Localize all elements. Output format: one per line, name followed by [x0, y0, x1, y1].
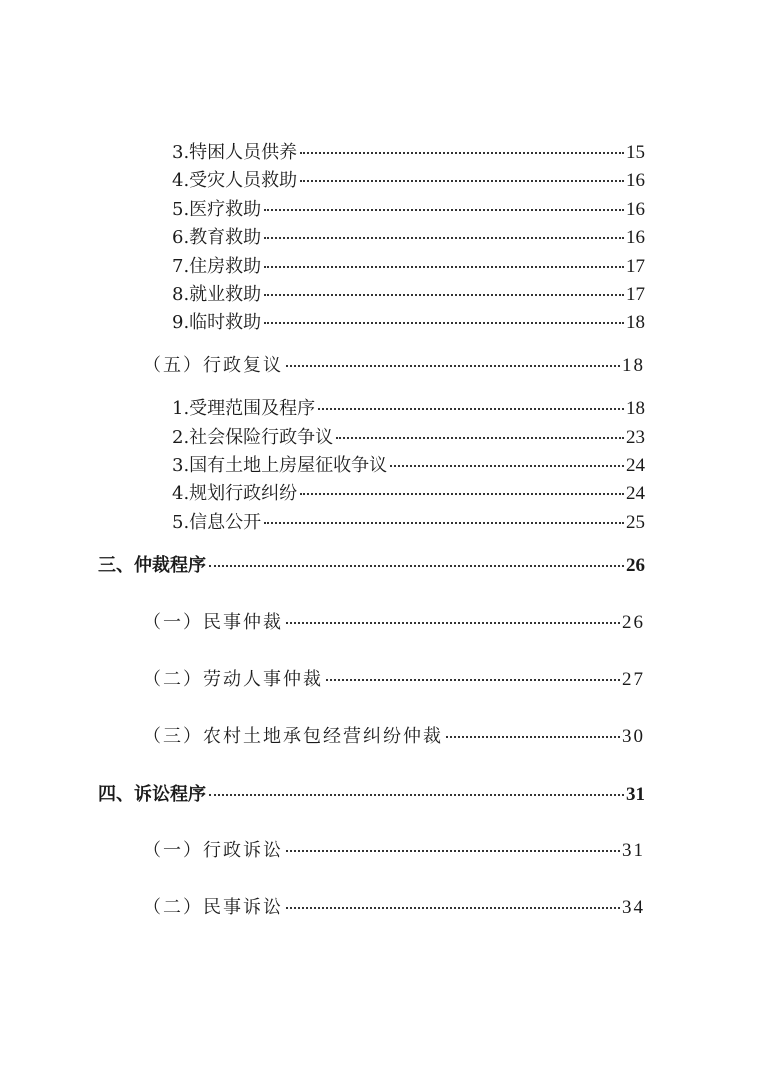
toc-entry[interactable]: [98, 554, 645, 578]
toc-entry-label: 5.医疗救助: [172, 199, 262, 220]
toc-entry-label: 7.住房救助: [172, 256, 262, 277]
toc-entry-label: 9.临时救助: [172, 312, 262, 333]
toc-page-number: 26: [622, 612, 645, 633]
dot-leader: [264, 294, 624, 296]
toc-entry[interactable]: [143, 896, 645, 920]
toc-entry[interactable]: [172, 511, 645, 535]
toc-entry-label: （二）劳动人事仲裁: [143, 669, 323, 690]
toc-page-number: 17: [626, 284, 645, 305]
toc-page-number: 27: [622, 669, 645, 690]
dot-leader: [264, 237, 624, 239]
toc-page-number: 26: [626, 555, 645, 576]
dot-leader: [336, 437, 624, 439]
dot-leader: [264, 209, 624, 211]
toc-page-number: 34: [622, 897, 645, 918]
toc-entry[interactable]: [172, 283, 645, 307]
toc-entry-label: 三、仲裁程序: [98, 555, 206, 576]
toc-page-number: 25: [626, 512, 645, 533]
toc-entry-label: 6.教育救助: [172, 227, 262, 248]
toc-entry[interactable]: [172, 169, 645, 193]
dot-leader: [264, 266, 624, 268]
dot-leader: [286, 907, 620, 909]
dot-leader: [286, 850, 620, 852]
toc-page-number: 18: [626, 398, 645, 419]
toc-page-number: 16: [626, 227, 645, 248]
toc-entry[interactable]: [98, 783, 645, 807]
toc-entry[interactable]: [143, 611, 645, 635]
toc-entry[interactable]: [172, 141, 645, 165]
toc-entry-label: （二）民事诉讼: [143, 897, 283, 918]
toc-entry[interactable]: [172, 482, 645, 506]
dot-leader: [300, 493, 624, 495]
toc-entry-label: 4.规划行政纠纷: [172, 483, 298, 504]
toc-page-number: 16: [626, 199, 645, 220]
dot-leader: [326, 679, 620, 681]
dot-leader: [209, 794, 624, 796]
toc-entry-label: 1.受理范围及程序: [172, 398, 316, 419]
toc-entry-label: （一）行政诉讼: [143, 840, 283, 861]
dot-leader: [264, 522, 624, 524]
dot-leader: [318, 408, 624, 410]
toc-page-number: 15: [626, 142, 645, 163]
toc-page-number: 23: [626, 427, 645, 448]
toc-entry[interactable]: [172, 226, 645, 250]
toc-entry[interactable]: [143, 668, 645, 692]
toc-entry-label: （五）行政复议: [143, 355, 283, 376]
toc-entry-label: 3.特困人员供养: [172, 142, 298, 163]
toc-page-number: 24: [626, 483, 645, 504]
toc-entry[interactable]: [172, 255, 645, 279]
toc-page-number: 31: [626, 784, 645, 805]
toc-entry[interactable]: [172, 454, 645, 478]
toc-entry-label: 8.就业救助: [172, 284, 262, 305]
toc-page-number: 24: [626, 455, 645, 476]
toc-entry-label: 2.社会保险行政争议: [172, 427, 334, 448]
toc-entry[interactable]: [143, 839, 645, 863]
toc-page-number: 18: [622, 355, 645, 376]
dot-leader: [300, 180, 624, 182]
dot-leader: [286, 622, 620, 624]
toc-entry[interactable]: [143, 354, 645, 378]
dot-leader: [390, 465, 624, 467]
dot-leader: [286, 365, 620, 367]
dot-leader: [446, 736, 620, 738]
toc-entry-label: （三）农村土地承包经营纠纷仲裁: [143, 726, 443, 747]
toc-page-number: 17: [626, 256, 645, 277]
toc-page-number: 31: [622, 840, 645, 861]
toc-entry-label: 3.国有土地上房屋征收争议: [172, 455, 388, 476]
toc-entry[interactable]: [172, 311, 645, 335]
toc-entry[interactable]: [143, 725, 645, 749]
dot-leader: [209, 565, 624, 567]
dot-leader: [264, 322, 624, 324]
toc-entry-label: （一）民事仲裁: [143, 612, 283, 633]
toc-page-number: 18: [626, 312, 645, 333]
toc-entry[interactable]: [172, 426, 645, 450]
dot-leader: [300, 152, 624, 154]
toc-entry[interactable]: [172, 198, 645, 222]
toc-entry-label: 4.受灾人员救助: [172, 170, 298, 191]
toc-page-number: 30: [622, 726, 645, 747]
toc-entry-label: 四、诉讼程序: [98, 784, 206, 805]
toc-entry-label: 5.信息公开: [172, 512, 262, 533]
toc-page-number: 16: [626, 170, 645, 191]
toc-entry[interactable]: [172, 397, 645, 421]
